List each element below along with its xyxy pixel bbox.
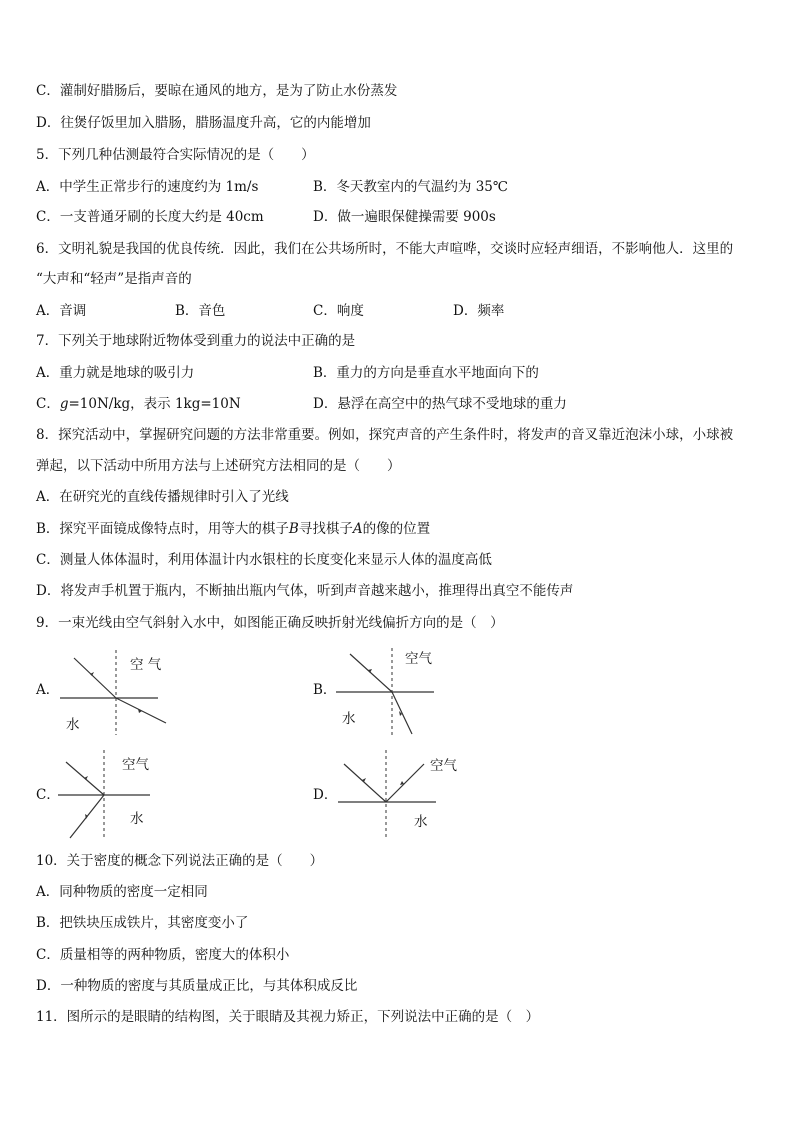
q9-diagram-a-air-label: 空 气 [130, 657, 162, 673]
q9-diagram-c [58, 750, 178, 840]
q10-option-a: A．同种物质的密度一定相同 [36, 884, 208, 900]
q9-diagram-a-water-label: 水 [66, 717, 80, 733]
q6-option-d: D．频率 [453, 303, 505, 319]
q9-diagram-d-water-label: 水 [414, 814, 428, 830]
q7-option-d: D．悬浮在高空中的热气球不受地球的重力 [313, 396, 567, 412]
q5-option-d: D．做一遍眼保健操需要 900s [313, 209, 496, 225]
q8-option-a: A．在研究光的直线传播规律时引入了光线 [36, 489, 289, 505]
q7-option-c-text: =10N/kg，表示 1kg=10N [68, 396, 241, 412]
question-9-stem: 9．一束光线由空气斜射入水中，如图能正确反映折射光线偏折方向的是（ ） [36, 615, 504, 631]
q8-option-b [36, 520, 430, 538]
question-5-stem: 5．下列几种估测最符合实际情况的是（ ） [36, 147, 315, 163]
q9-option-a-label: A． [36, 682, 60, 698]
q8-option-d: D．将发声手机置于瓶内，不断抽出瓶内气体，听到声音越来越小，推理得出真空不能传声 [36, 583, 574, 599]
q7-option-c-variable: g [59, 396, 69, 412]
q9-diagram-b-air-label: 空气 [405, 651, 432, 667]
q9-diagram-d-air-label: 空气 [430, 758, 457, 774]
q8-option-b-var1: B [288, 521, 299, 537]
q7-option-c-prefix: C． [36, 396, 60, 412]
q5-option-c: C．一支普通牙刷的长度大约是 40cm [36, 209, 264, 225]
q9-option-c-label: C． [36, 787, 60, 803]
q9-diagram-b-water-label: 水 [342, 711, 356, 727]
q9-option-d-label: D． [313, 787, 338, 803]
question-10-stem: 10．关于密度的概念下列说法正确的是（ ） [36, 853, 324, 869]
question-6-stem-line2: “大声和“轻声”是指声音的 [36, 271, 192, 287]
question-8-stem-line1: 8．探究活动中，掌握研究问题的方法非常重要。例如，探究声音的产生条件时，将发声的音叉靠近泡沫小球，小球被 [36, 427, 734, 443]
question-6-stem-line1: 6．文明礼貌是我国的优良传统．因此，我们在公共场所时，不能大声喧哗，交谈时应轻声细语，不影响他人．这里的 [36, 241, 734, 257]
q7-option-a: A．重力就是地球的吸引力 [36, 365, 195, 381]
option-d-prev: D．往煲仔饭里加入腊肠，腊肠温度升高，它的内能增加 [36, 115, 371, 131]
q8-option-b-mid: 寻找棋子 [298, 521, 353, 537]
q6-option-c: C．响度 [313, 303, 364, 319]
q9-option-b-label: B． [313, 682, 337, 698]
q9-diagram-c-water-label: 水 [130, 811, 144, 827]
q9-diagram-c-air-label: 空气 [122, 757, 149, 773]
q8-option-b-post: 的像的位置 [362, 521, 431, 537]
q6-option-b: B．音色 [175, 303, 226, 319]
q10-option-c: C．质量相等的两种物质，密度大的体积小 [36, 947, 290, 963]
question-8-stem-line2: 弹起，以下活动中所用方法与上述研究方法相同的是（ ） [36, 458, 401, 474]
q10-option-b: B．把铁块压成铁片，其密度变小了 [36, 915, 249, 931]
q6-option-a: A．音调 [36, 303, 87, 319]
q8-option-c: C．测量人体体温时，利用体温计内水银柱的长度变化来显示人体的温度高低 [36, 552, 492, 568]
question-11-stem: 11．图所示的是眼睛的结构图，关于眼睛及其视力矫正，下列说法中正确的是（ ） [36, 1009, 540, 1025]
q5-option-a: A．中学生正常步行的速度约为 1m/s [36, 179, 259, 195]
q10-option-d: D．一种物质的密度与其质量成正比，与其体积成反比 [36, 978, 358, 994]
q7-option-b: B．重力的方向是垂直水平地面向下的 [313, 365, 539, 381]
q7-option-c [36, 395, 241, 413]
q5-option-b: B．冬天教室内的气温约为 35℃ [313, 179, 508, 195]
option-c-prev: C．灌制好腊肠后，要晾在通风的地方，是为了防止水份蒸发 [36, 83, 398, 99]
q8-option-b-pre: B．探究平面镜成像特点时，用等大的棋子 [36, 521, 289, 537]
question-7-stem: 7．下列关于地球附近物体受到重力的说法中正确的是 [36, 333, 356, 349]
q8-option-b-var2: A [352, 521, 363, 537]
